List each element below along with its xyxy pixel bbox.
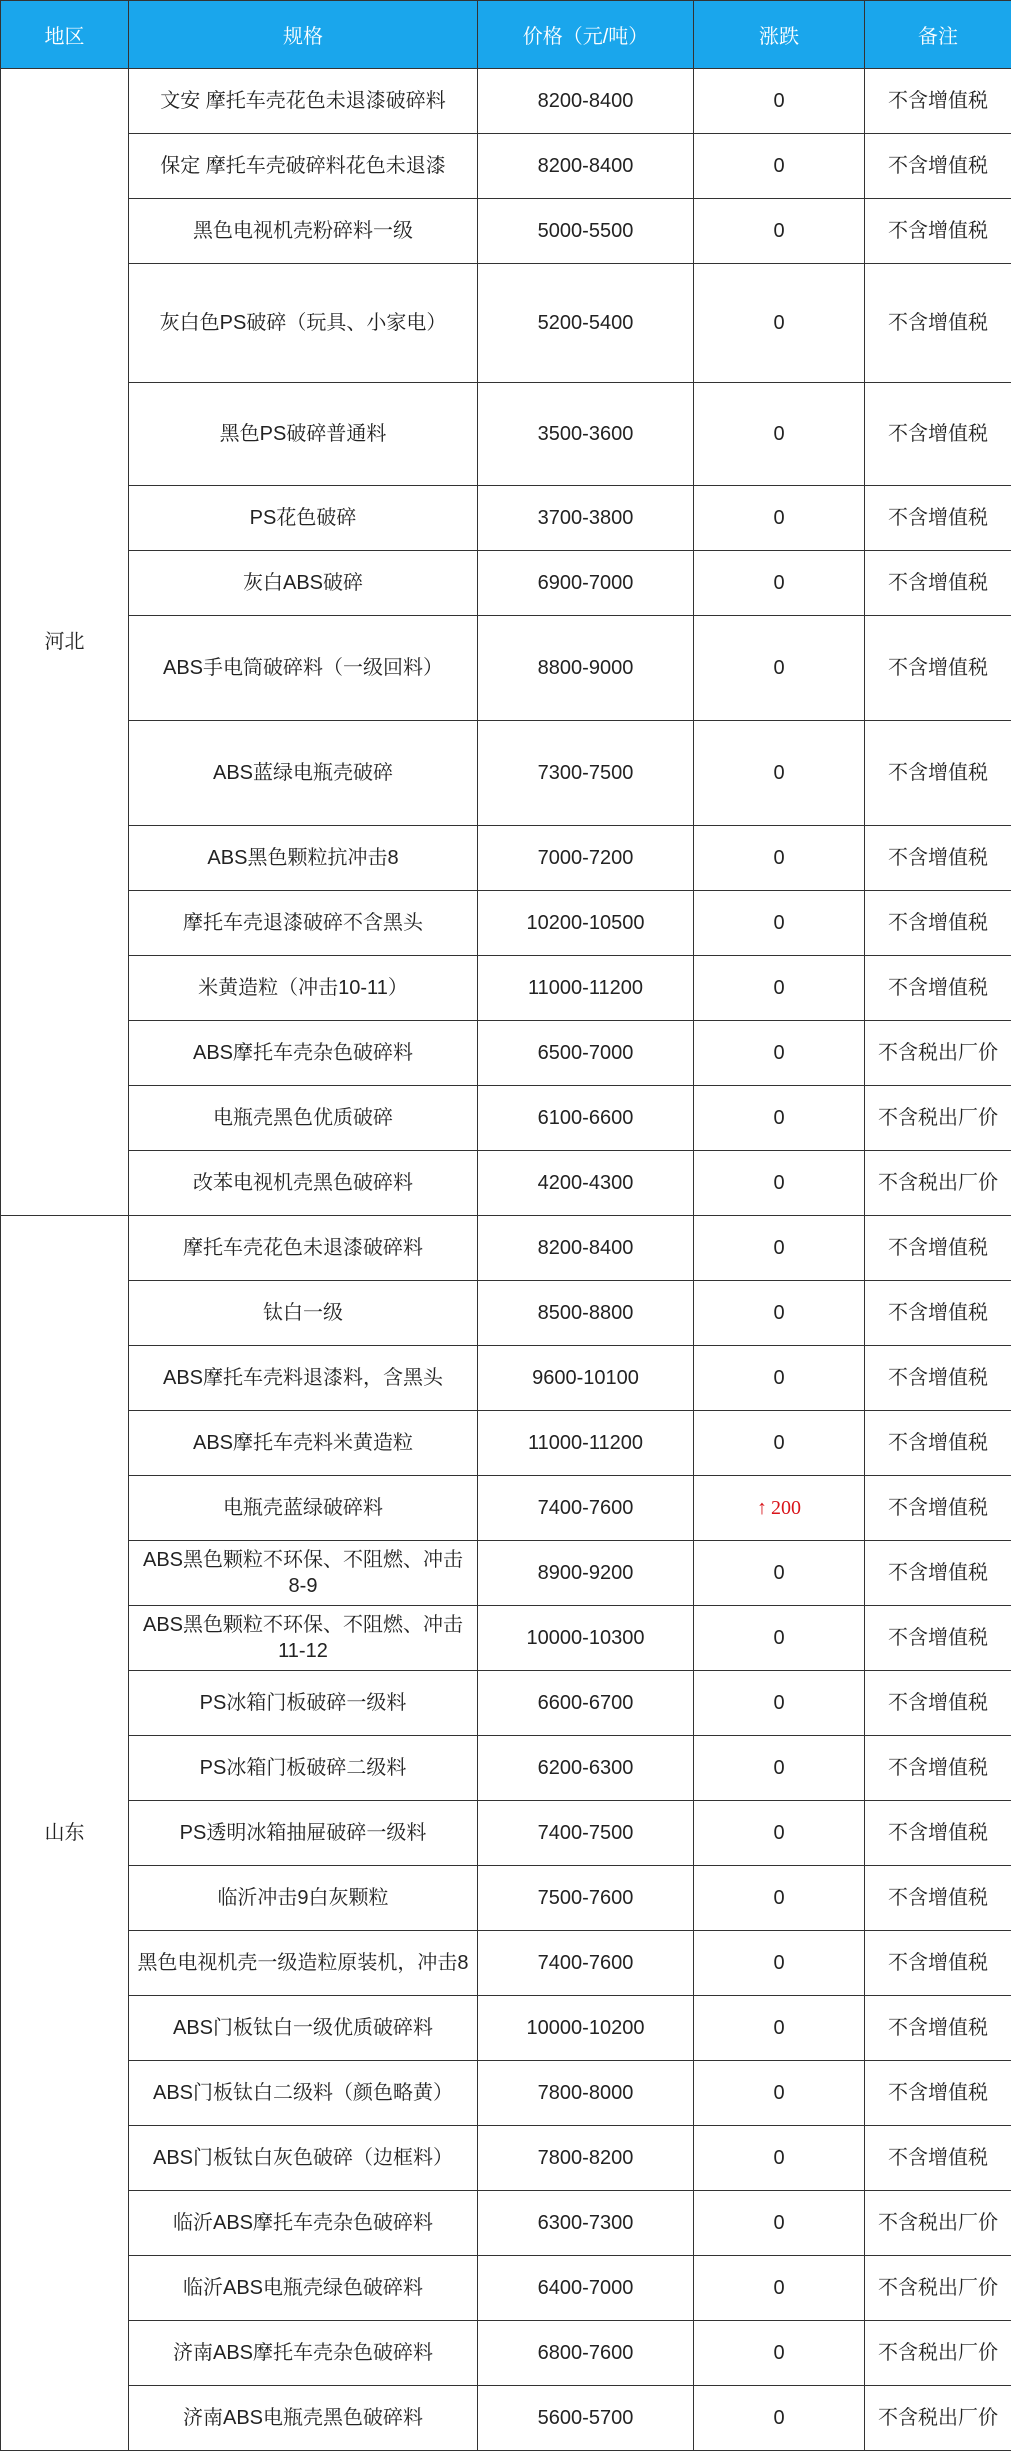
region-cell: 河北	[1, 69, 129, 1216]
note-cell: 不含增值税	[865, 1736, 1011, 1801]
price-cell: 8900-9200	[478, 1541, 694, 1606]
table-row	[1, 1931, 1011, 1996]
table-body	[1, 69, 1011, 2451]
price-cell: 7300-7500	[478, 721, 694, 826]
spec-cell: ABS门板钛白一级优质破碎料	[129, 1996, 478, 2061]
spec-cell: ABS蓝绿电瓶壳破碎	[129, 721, 478, 826]
spec-cell: 黑色PS破碎普通料	[129, 383, 478, 486]
header-spec: 规格	[129, 1, 478, 69]
spec-cell: 电瓶壳黑色优质破碎	[129, 1086, 478, 1151]
spec-cell: 黑色电视机壳一级造粒原装机，冲击8	[129, 1931, 478, 1996]
spec-cell: ABS摩托车壳料米黄造粒	[129, 1411, 478, 1476]
table-row	[1, 551, 1011, 616]
table-row	[1, 1346, 1011, 1411]
price-cell: 11000-11200	[478, 1411, 694, 1476]
change-cell	[694, 1476, 865, 1541]
change-cell: 0	[694, 1866, 865, 1931]
change-cell: 0	[694, 134, 865, 199]
note-cell: 不含增值税	[865, 1281, 1011, 1346]
change-cell: 0	[694, 2386, 865, 2451]
price-cell: 7800-8000	[478, 2061, 694, 2126]
change-cell: 0	[694, 264, 865, 383]
change-cell: 0	[694, 1801, 865, 1866]
spec-cell: 电瓶壳蓝绿破碎料	[129, 1476, 478, 1541]
note-cell: 不含税出厂价	[865, 2256, 1011, 2321]
change-cell: 0	[694, 1996, 865, 2061]
spec-cell: 灰白色PS破碎（玩具、小家电）	[129, 264, 478, 383]
spec-cell: ABS摩托车壳料退漆料，含黑头	[129, 1346, 478, 1411]
spec-cell: 济南ABS电瓶壳黑色破碎料	[129, 2386, 478, 2451]
table-row	[1, 956, 1011, 1021]
change-cell: 0	[694, 1151, 865, 1216]
change-cell: 0	[694, 1216, 865, 1281]
note-cell: 不含增值税	[865, 1476, 1011, 1541]
price-cell: 4200-4300	[478, 1151, 694, 1216]
change-cell: 0	[694, 2126, 865, 2191]
table-row	[1, 69, 1011, 134]
table-row	[1, 1476, 1011, 1541]
header-note: 备注	[865, 1, 1011, 69]
spec-cell: 文安 摩托车壳花色未退漆破碎料	[129, 69, 478, 134]
price-cell: 6800-7600	[478, 2321, 694, 2386]
note-cell: 不含增值税	[865, 1801, 1011, 1866]
change-cell: 0	[694, 956, 865, 1021]
change-cell: 0	[694, 2321, 865, 2386]
spec-cell: ABS黑色颗粒抗冲击8	[129, 826, 478, 891]
note-cell: 不含增值税	[865, 826, 1011, 891]
price-cell: 3700-3800	[478, 486, 694, 551]
spec-cell: ABS摩托车壳杂色破碎料	[129, 1021, 478, 1086]
note-cell: 不含增值税	[865, 2061, 1011, 2126]
table-row	[1, 1736, 1011, 1801]
note-cell: 不含增值税	[865, 721, 1011, 826]
price-cell: 8200-8400	[478, 1216, 694, 1281]
spec-cell: 摩托车壳退漆破碎不含黑头	[129, 891, 478, 956]
price-cell: 6300-7300	[478, 2191, 694, 2256]
note-cell: 不含增值税	[865, 1996, 1011, 2061]
note-cell: 不含增值税	[865, 551, 1011, 616]
note-cell: 不含增值税	[865, 199, 1011, 264]
table-row	[1, 486, 1011, 551]
price-cell: 8800-9000	[478, 616, 694, 721]
note-cell: 不含增值税	[865, 1931, 1011, 1996]
spec-cell: ABS黑色颗粒不环保、不阻燃、冲击11-12	[129, 1606, 478, 1671]
spec-cell: 灰白ABS破碎	[129, 551, 478, 616]
price-cell: 10200-10500	[478, 891, 694, 956]
header-price: 价格（元/吨）	[478, 1, 694, 69]
header-change: 涨跌	[694, 1, 865, 69]
price-cell: 10000-10200	[478, 1996, 694, 2061]
table-row	[1, 1801, 1011, 1866]
change-cell: 0	[694, 199, 865, 264]
note-cell: 不含增值税	[865, 1216, 1011, 1281]
table-header	[1, 1, 1011, 69]
note-cell: 不含增值税	[865, 1671, 1011, 1736]
spec-cell: 摩托车壳花色未退漆破碎料	[129, 1216, 478, 1281]
price-cell: 5000-5500	[478, 199, 694, 264]
price-cell: 7400-7500	[478, 1801, 694, 1866]
note-cell: 不含增值税	[865, 891, 1011, 956]
note-cell: 不含增值税	[865, 1866, 1011, 1931]
note-cell: 不含增值税	[865, 486, 1011, 551]
table-row	[1, 2321, 1011, 2386]
change-cell: 0	[694, 721, 865, 826]
price-cell: 6600-6700	[478, 1671, 694, 1736]
price-cell: 6500-7000	[478, 1021, 694, 1086]
price-cell: 7400-7600	[478, 1476, 694, 1541]
change-cell: 0	[694, 551, 865, 616]
change-cell: 0	[694, 69, 865, 134]
spec-cell: ABS黑色颗粒不环保、不阻燃、冲击8-9	[129, 1541, 478, 1606]
table-row	[1, 891, 1011, 956]
price-cell: 8500-8800	[478, 1281, 694, 1346]
price-cell: 5600-5700	[478, 2386, 694, 2451]
region-cell: 山东	[1, 1216, 129, 2451]
change-cell: 0	[694, 1021, 865, 1086]
spec-cell: 临沂ABS电瓶壳绿色破碎料	[129, 2256, 478, 2321]
price-cell: 8200-8400	[478, 69, 694, 134]
table-row	[1, 134, 1011, 199]
change-cell: 0	[694, 1736, 865, 1801]
price-cell: 5200-5400	[478, 264, 694, 383]
spec-cell: 临沂ABS摩托车壳杂色破碎料	[129, 2191, 478, 2256]
note-cell: 不含税出厂价	[865, 2191, 1011, 2256]
spec-cell: 临沂冲击9白灰颗粒	[129, 1866, 478, 1931]
spec-cell: ABS门板钛白二级料（颜色略黄）	[129, 2061, 478, 2126]
note-cell: 不含增值税	[865, 1606, 1011, 1671]
table-row	[1, 1996, 1011, 2061]
change-cell: 0	[694, 383, 865, 486]
note-cell: 不含增值税	[865, 2126, 1011, 2191]
spec-cell: PS花色破碎	[129, 486, 478, 551]
table-row	[1, 2126, 1011, 2191]
table-row	[1, 2256, 1011, 2321]
table-row	[1, 616, 1011, 721]
note-cell: 不含增值税	[865, 1541, 1011, 1606]
spec-cell: 济南ABS摩托车壳杂色破碎料	[129, 2321, 478, 2386]
note-cell: 不含增值税	[865, 616, 1011, 721]
table-row	[1, 1606, 1011, 1671]
note-cell: 不含税出厂价	[865, 1021, 1011, 1086]
price-cell: 9600-10100	[478, 1346, 694, 1411]
spec-cell: 钛白一级	[129, 1281, 478, 1346]
note-cell: 不含增值税	[865, 383, 1011, 486]
price-cell: 7000-7200	[478, 826, 694, 891]
change-cell: 0	[694, 1086, 865, 1151]
note-cell: 不含税出厂价	[865, 1086, 1011, 1151]
up-arrow-icon: ↑	[757, 1497, 767, 1519]
price-cell: 7800-8200	[478, 2126, 694, 2191]
table-row	[1, 199, 1011, 264]
change-cell: 0	[694, 1671, 865, 1736]
table-row	[1, 2061, 1011, 2126]
table-row	[1, 1411, 1011, 1476]
table-row	[1, 2191, 1011, 2256]
change-cell: 0	[694, 891, 865, 956]
table-row	[1, 1216, 1011, 1281]
price-cell: 7500-7600	[478, 1866, 694, 1931]
change-cell: 0	[694, 1281, 865, 1346]
header-row	[1, 1, 1011, 69]
price-cell: 6100-6600	[478, 1086, 694, 1151]
spec-cell: ABS门板钛白灰色破碎（边框料）	[129, 2126, 478, 2191]
change-cell: 0	[694, 1606, 865, 1671]
spec-cell: 米黄造粒（冲击10-11）	[129, 956, 478, 1021]
note-cell: 不含税出厂价	[865, 1151, 1011, 1216]
price-cell: 11000-11200	[478, 956, 694, 1021]
table-row	[1, 1541, 1011, 1606]
change-cell: 0	[694, 2061, 865, 2126]
table-row	[1, 383, 1011, 486]
price-cell: 6400-7000	[478, 2256, 694, 2321]
change-cell: 0	[694, 616, 865, 721]
price-cell: 3500-3600	[478, 383, 694, 486]
table-row	[1, 721, 1011, 826]
table-row	[1, 1086, 1011, 1151]
table-row	[1, 2386, 1011, 2451]
price-cell: 6200-6300	[478, 1736, 694, 1801]
spec-cell: PS透明冰箱抽屉破碎一级料	[129, 1801, 478, 1866]
spec-cell: PS冰箱门板破碎二级料	[129, 1736, 478, 1801]
change-cell: 0	[694, 1931, 865, 1996]
table-row	[1, 826, 1011, 891]
table-row	[1, 1281, 1011, 1346]
table-row	[1, 1866, 1011, 1931]
table-row	[1, 264, 1011, 383]
table-row	[1, 1021, 1011, 1086]
header-region: 地区	[1, 1, 129, 69]
spec-cell: ABS手电筒破碎料（一级回料）	[129, 616, 478, 721]
change-cell: 0	[694, 1411, 865, 1476]
change-value: 200	[771, 1497, 801, 1519]
price-cell: 6900-7000	[478, 551, 694, 616]
note-cell: 不含增值税	[865, 1411, 1011, 1476]
note-cell: 不含税出厂价	[865, 2386, 1011, 2451]
change-cell: 0	[694, 2256, 865, 2321]
price-cell: 8200-8400	[478, 134, 694, 199]
table-row	[1, 1671, 1011, 1736]
price-cell: 10000-10300	[478, 1606, 694, 1671]
note-cell: 不含增值税	[865, 1346, 1011, 1411]
table-row	[1, 1151, 1011, 1216]
note-cell: 不含增值税	[865, 69, 1011, 134]
change-cell: 0	[694, 486, 865, 551]
price-cell: 7400-7600	[478, 1931, 694, 1996]
change-cell: 0	[694, 2191, 865, 2256]
change-cell: 0	[694, 826, 865, 891]
note-cell: 不含增值税	[865, 956, 1011, 1021]
note-cell: 不含税出厂价	[865, 2321, 1011, 2386]
spec-cell: PS冰箱门板破碎一级料	[129, 1671, 478, 1736]
change-cell: 0	[694, 1541, 865, 1606]
change-cell: 0	[694, 1346, 865, 1411]
note-cell: 不含增值税	[865, 134, 1011, 199]
spec-cell: 黑色电视机壳粉碎料一级	[129, 199, 478, 264]
note-cell: 不含增值税	[865, 264, 1011, 383]
spec-cell: 改苯电视机壳黑色破碎料	[129, 1151, 478, 1216]
spec-cell: 保定 摩托车壳破碎料花色未退漆	[129, 134, 478, 199]
